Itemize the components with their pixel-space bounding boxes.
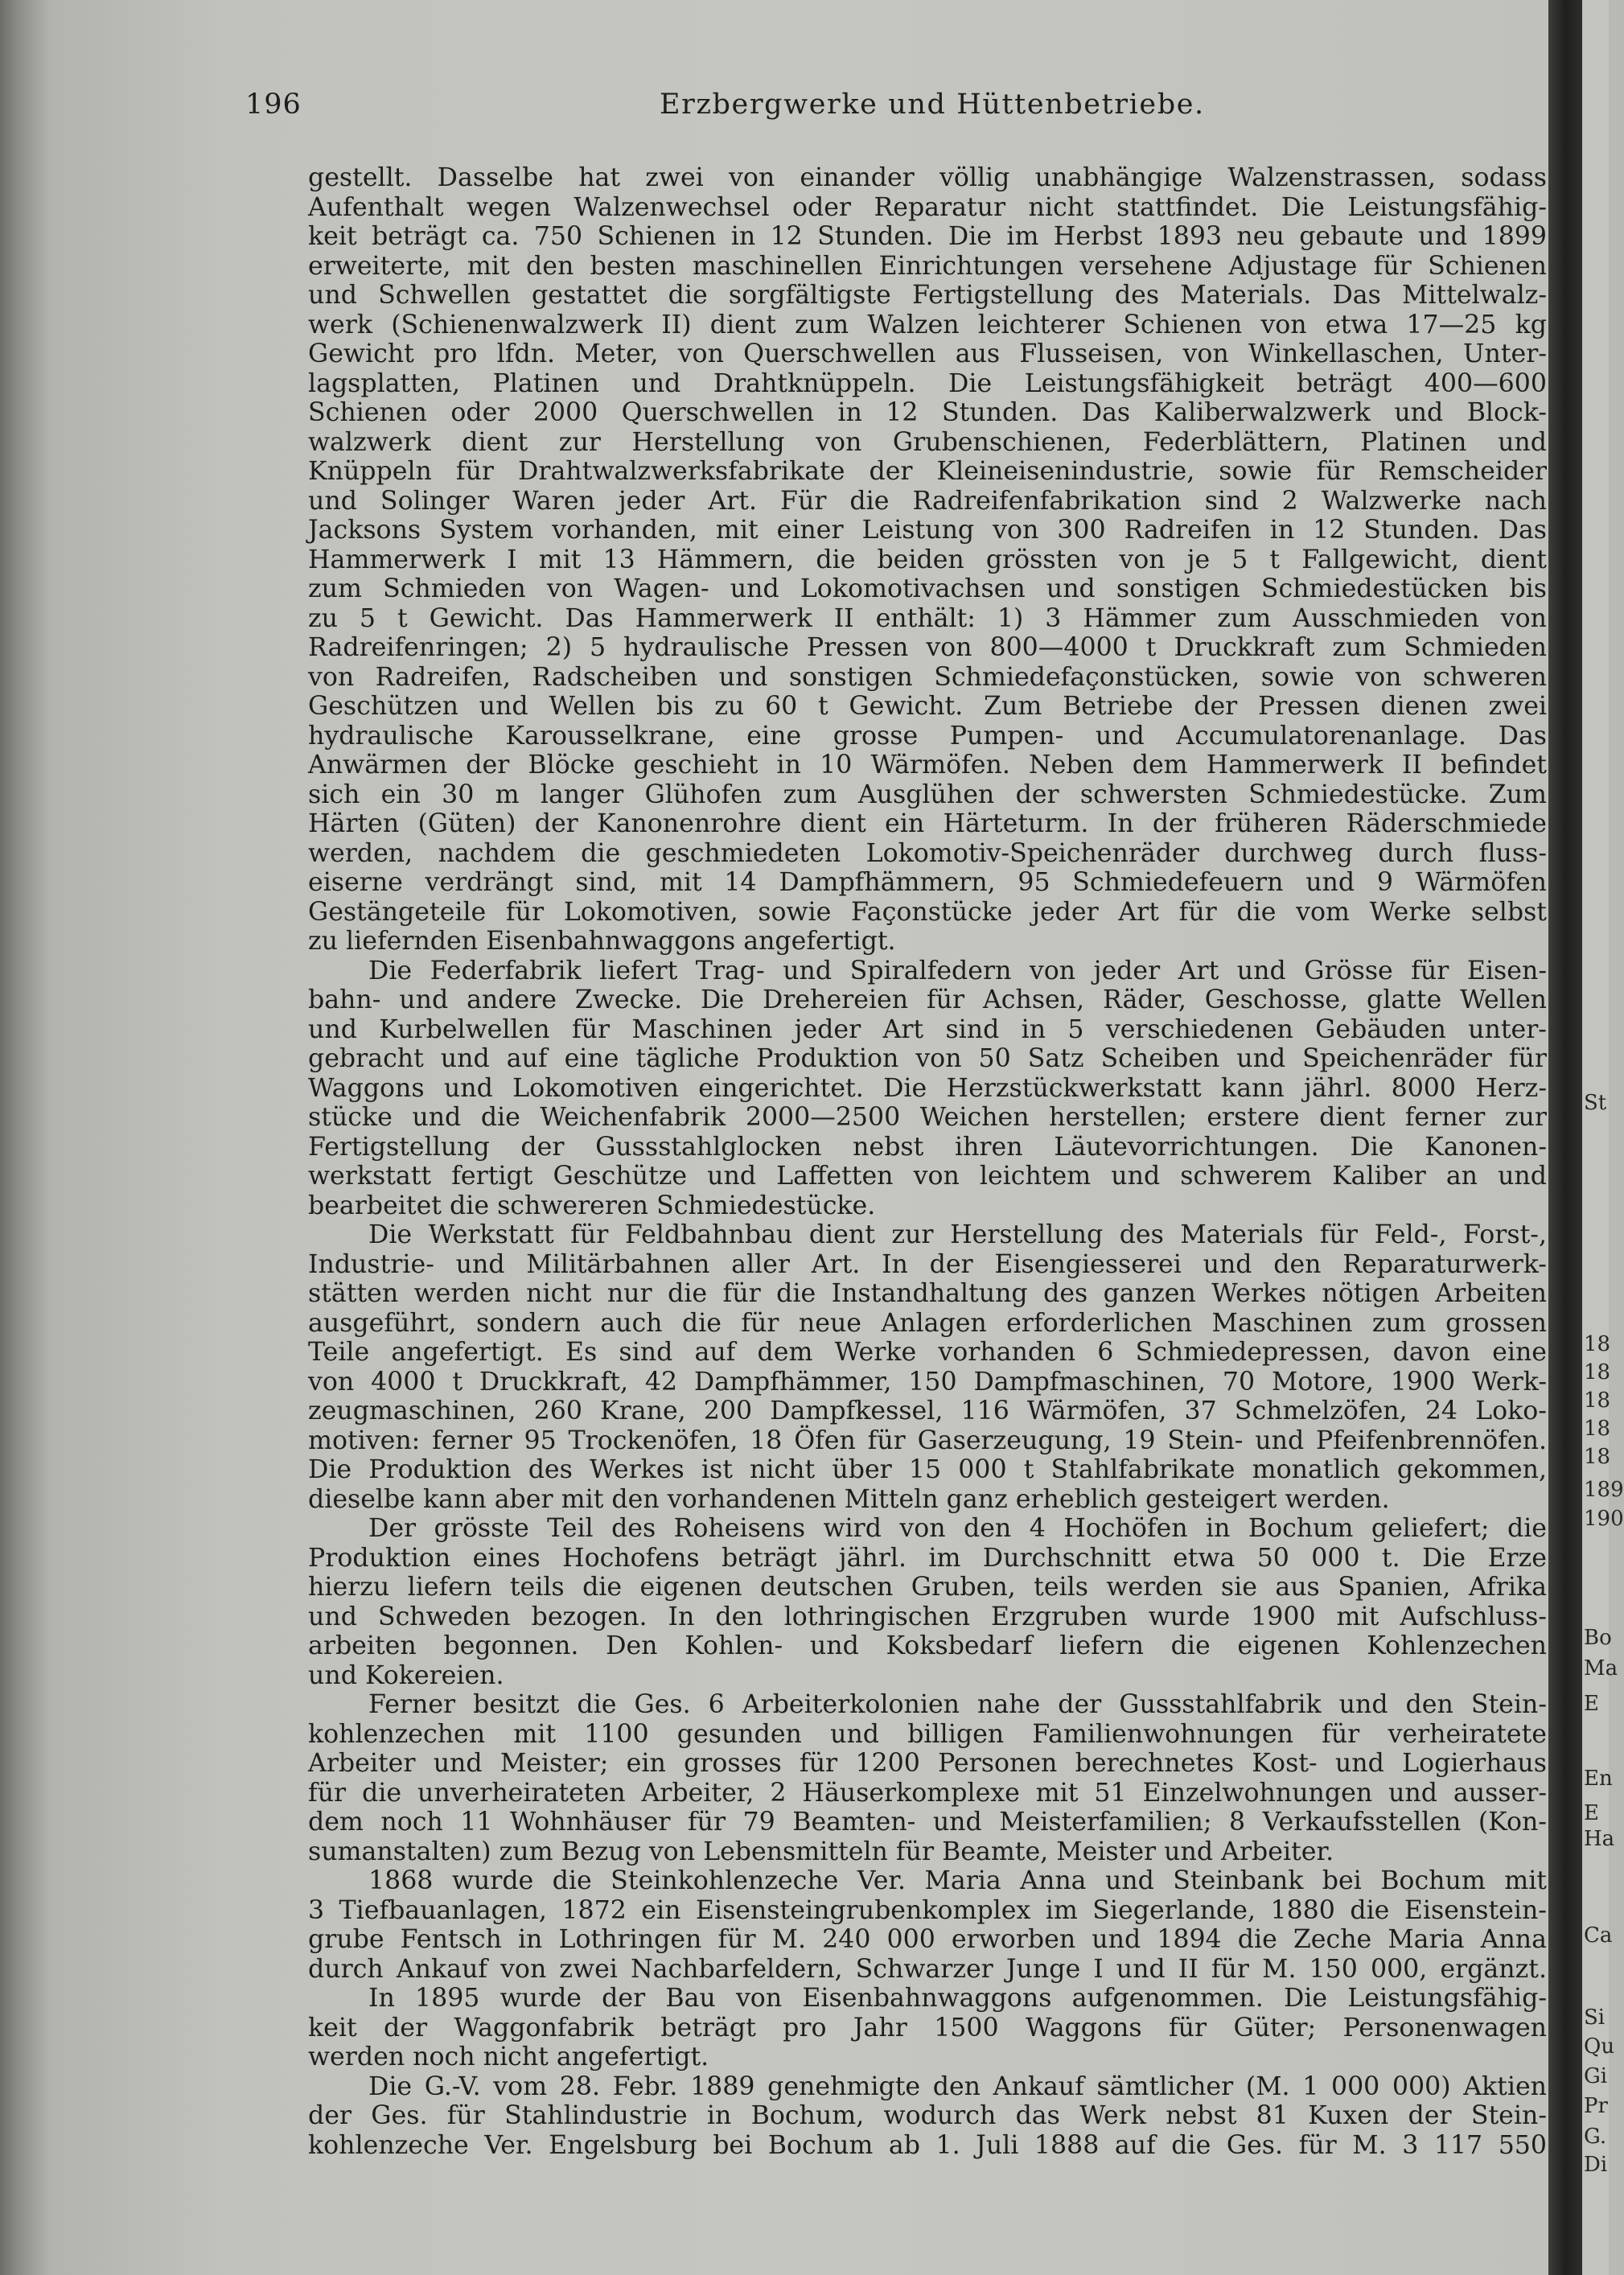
text-line: eiserne verdrängt sind, mit 14 Dampfhämmern, 95 Schmiedefeuern und 9 Wärmöfen — [308, 868, 1547, 897]
text-line: bearbeitet die schwereren Schmiedestücke. — [308, 1191, 876, 1220]
text-line: Die Produktion des Werkes ist nicht über 15 000 t Stahlfabrikate monatlich gekommen, — [308, 1455, 1547, 1484]
adjacent-page-fragment: Bo — [1584, 1626, 1612, 1650]
text-line: ausgeführt, sondern auch die für neue Anlagen erforderlichen Maschinen zum grossen — [308, 1308, 1547, 1338]
text-line: Gestängeteile für Lokomotiven, sowie Façonstücke jeder Art für die vom Werke selbst — [308, 897, 1547, 927]
text-line: von 4000 t Druckkraft, 42 Dampfhämmer, 150 Dampfmaschinen, 70 Motore, 1900 Werk- — [308, 1367, 1547, 1397]
scan-left-edge — [0, 0, 48, 2275]
text-line: für die unverheirateten Arbeiter, 2 Häuserkomplexe mit 51 Einzelwohnungen und ausser- — [308, 1778, 1547, 1808]
running-title: Erzbergwerke und Hüttenbetriebe. — [660, 88, 1205, 121]
adjacent-page-fragment: Gi — [1584, 2064, 1608, 2088]
adjacent-page-fragment: Ha — [1584, 1827, 1615, 1851]
adjacent-page-fragment: Di — [1584, 2153, 1608, 2177]
text-line: bahn- und andere Zwecke. Die Drehereien für Achsen, Räder, Geschosse, glatte Wellen — [308, 985, 1547, 1014]
text-line: werden, nachdem die geschmiedeten Lokomotiv-Speichenräder durchweg durch fluss- — [308, 838, 1547, 868]
text-line: zu 5 t Gewicht. Das Hammerwerk II enthält: 1) 3 Hämmer zum Ausschmieden von — [308, 603, 1547, 633]
text-line: Jacksons System vorhanden, mit einer Leistung von 300 Radreifen in 12 Stunden. Das — [308, 516, 1547, 545]
page-number: 196 — [245, 88, 302, 121]
adjacent-page-fragment: 18 — [1584, 1388, 1611, 1413]
adjacent-page-fragment: En — [1584, 1767, 1613, 1791]
text-line: arbeiten begonnen. Den Kohlen- und Koksbedarf liefern die eigenen Kohlenzechen — [308, 1631, 1547, 1660]
adjacent-page-fragment: 18 — [1584, 1417, 1611, 1441]
text-line: hierzu liefern teils die eigenen deutschen Gruben, teils werden sie aus Spanien, Afrika — [308, 1573, 1547, 1602]
text-line: In 1895 wurde der Bau von Eisenbahnwaggons aufgenommen. Die Leistungsfähig- — [368, 1984, 1547, 2013]
text-line: Radreifenringen; 2) 5 hydraulische Pressen von 800—4000 t Druckkraft zum Schmieden — [308, 633, 1547, 662]
text-line: dieselbe kann aber mit den vorhandenen Mitteln ganz erheblich gesteigert werden. — [308, 1484, 1390, 1514]
text-line: sumanstalten) zum Bezug von Lebensmitteln für Beamte, Meister und Arbeiter. — [308, 1837, 1334, 1866]
text-line: Die Werkstatt für Feldbahnbau dient zur Herstellung des Materials für Feld-, Forst-, — [368, 1220, 1547, 1249]
text-line: zeugmaschinen, 260 Krane, 200 Dampfkessel, 116 Wärmöfen, 37 Schmelzöfen, 24 Loko- — [308, 1397, 1547, 1425]
text-line: walzwerk dient zur Herstellung von Grubenschienen, Federblättern, Platinen und — [308, 427, 1547, 457]
text-line: zu liefernden Eisenbahnwaggons angefertigt. — [308, 927, 896, 956]
text-line: sich ein 30 m langer Glühofen zum Ausglühen der schwersten Schmiedestücke. Zum — [308, 780, 1547, 809]
text-line: 1868 wurde die Steinkohlenzeche Ver. Maria Anna und Steinbank bei Bochum mit — [368, 1866, 1547, 1895]
adjacent-page-fragment: G. — [1584, 2125, 1607, 2149]
text-line: Ferner besitzt die Ges. 6 Arbeiterkolonien nahe der Gussstahlfabrik und den Stein- — [368, 1690, 1547, 1719]
text-line: und Schwellen gestattet die sorgfältigste Fertigstellung des Materials. Das Mittelwalz- — [308, 281, 1547, 310]
text-line: gebracht und auf eine tägliche Produktion von 50 Satz Scheiben und Speichenräder für — [308, 1044, 1547, 1073]
adjacent-page-fragment: St — [1584, 1091, 1607, 1115]
text-line: und Kokereien. — [308, 1660, 504, 1690]
text-line: hydraulische Karousselkrane, eine grosse Pumpen- und Accumulatorenanlage. Das — [308, 721, 1547, 751]
adjacent-page-fragment: 190 — [1584, 1507, 1624, 1531]
adjacent-page-fragment: Ma — [1584, 1656, 1618, 1681]
adjacent-page-fragment: 18 — [1584, 1445, 1611, 1469]
text-line: und Kurbelwellen für Maschinen jeder Art sind in 5 verschiedenen Gebäuden unter- — [308, 1014, 1547, 1044]
text-line: und Solinger Waren jeder Art. Für die Radreifenfabrikation sind 2 Walzwerke nach — [308, 486, 1547, 516]
text-line: der Ges. für Stahlindustrie in Bochum, wodurch das Werk nebst 81 Kuxen der Stein- — [308, 2101, 1547, 2130]
text-line: Industrie- und Militärbahnen aller Art. In der Eisengiesserei und den Reparaturwerk- — [308, 1249, 1547, 1279]
adjacent-page-fragment: 18 — [1584, 1332, 1611, 1356]
text-line: zum Schmieden von Wagen- und Lokomotivachsen und sonstigen Schmiedestücken bis — [308, 574, 1547, 603]
text-line: gestellt. Dasselbe hat zwei von einander völlig unabhängige Walzenstrassen, sodass — [308, 163, 1547, 192]
text-line: Schienen oder 2000 Querschwellen in 12 Stunden. Das Kaliberwalzwerk und Block- — [308, 398, 1547, 427]
text-line: Die G.-V. vom 28. Febr. 1889 genehmigte den Ankauf sämtlicher (M. 1 000 000) Aktien — [368, 2071, 1547, 2101]
text-line: keit der Waggonfabrik beträgt pro Jahr 1500 Waggons für Güter; Personenwagen — [308, 2013, 1547, 2043]
text-line: grube Fentsch in Lothringen für M. 240 000 erworben und 1894 die Zeche Maria Anna — [308, 1925, 1547, 1954]
text-line: stätten werden nicht nur die für die Instandhaltung des ganzen Werkes nötigen Arbeiten — [308, 1279, 1547, 1308]
text-line: Anwärmen der Blöcke geschieht in 10 Wärmöfen. Neben dem Hammerwerk II befindet — [308, 751, 1547, 780]
text-line: Der grösste Teil des Roheisens wird von den 4 Hochöfen in Bochum geliefert; die — [368, 1514, 1547, 1543]
adjacent-page-fragment: Qu — [1584, 2034, 1615, 2059]
text-line: Produktion eines Hochofens beträgt jährl. im Durchschnitt etwa 50 000 t. Die Erze — [308, 1543, 1547, 1573]
page-header — [245, 80, 1436, 129]
text-line: keit beträgt ca. 750 Schienen in 12 Stunden. Die im Herbst 1893 neu gebaute und 1899 — [308, 222, 1547, 251]
body-text — [308, 163, 1547, 2160]
text-line: lagsplatten, Platinen und Drahtknüppeln. Die Leistungsfähigkeit beträgt 400—600 — [308, 368, 1547, 398]
text-line: Hammerwerk I mit 13 Hämmern, die beiden grössten von je 5 t Fallgewicht, dient — [308, 545, 1547, 574]
text-line: Teile angefertigt. Es sind auf dem Werke vorhanden 6 Schmiedepressen, davon eine — [308, 1338, 1547, 1367]
text-line: Härten (Güten) der Kanonenrohre dient ein Härteturm. In der früheren Räderschmiede — [308, 809, 1547, 838]
text-line: von Radreifen, Radscheiben und sonstigen Schmiedefaçonstücken, sowie von schweren — [308, 662, 1547, 692]
text-line: werk (Schienenwalzwerk II) dient zum Walzen leichterer Schienen von etwa 17—25 kg — [308, 310, 1547, 339]
adjacent-page-fragment: 18 — [1584, 1360, 1611, 1384]
adjacent-page-fragment: Pr — [1584, 2094, 1608, 2118]
adjacent-page-fragment: Si — [1584, 2006, 1605, 2030]
adjacent-page-fragment: E — [1584, 1801, 1599, 1825]
text-line: werkstatt fertigt Geschütze und Laffetten von leichtem und schwerem Kaliber an und — [308, 1162, 1547, 1191]
text-line: durch Ankauf von zwei Nachbarfeldern, Schwarzer Junge I und II für M. 150 000, ergänzt. — [308, 1954, 1547, 1984]
text-line: stücke und die Weichenfabrik 2000—2500 Weichen herstellen; erstere dient ferner zur — [308, 1103, 1547, 1132]
adjacent-page-fragment: 189 — [1584, 1478, 1624, 1502]
text-line: motiven: ferner 95 Trockenöfen, 18 Öfen für Gaserzeugung, 19 Stein- und Pfeifenbrennöfen. — [308, 1425, 1547, 1455]
text-line: Die Federfabrik liefert Trag- und Spiralfedern von jeder Art und Grösse für Eisen- — [368, 956, 1547, 985]
text-line: werden noch nicht angefertigt. — [308, 2043, 709, 2071]
adjacent-page-fragment: E — [1584, 1692, 1599, 1716]
adjacent-page-edge — [1582, 0, 1624, 2275]
text-line: kohlenzechen mit 1100 gesunden und billigen Familienwohnungen für verheiratete — [308, 1719, 1547, 1749]
book-gutter — [1548, 0, 1582, 2275]
text-line: 3 Tiefbauanlagen, 1872 ein Eisensteingrubenkomplex im Siegerlande, 1880 die Eisenstein- — [308, 1895, 1547, 1925]
text-line: Geschützen und Wellen bis zu 60 t Gewicht. Zum Betriebe der Pressen dienen zwei — [308, 692, 1547, 721]
text-line: Knüppeln für Drahtwalzwerksfabrikate der Kleineisenindustrie, sowie für Remscheider — [308, 457, 1547, 486]
text-line: erweiterte, mit den besten maschinellen Einrichtungen versehene Adjustage für Schienen — [308, 251, 1547, 281]
text-line: kohlenzeche Ver. Engelsburg bei Bochum ab 1. Juli 1888 auf die Ges. für M. 3 117 550 — [308, 2130, 1547, 2160]
text-line: dem noch 11 Wohnhäuser für 79 Beamten- und Meisterfamilien; 8 Verkaufsstellen (Kon- — [308, 1808, 1547, 1837]
text-line: Gewicht pro lfdn. Meter, von Querschwellen aus Flusseisen, von Winkellaschen, Unter- — [308, 339, 1547, 368]
adjacent-page-fragment: Ca — [1584, 1923, 1613, 1948]
text-line: Waggons und Lokomotiven eingerichtet. Die Herzstückwerkstatt kann jährl. 8000 Herz- — [308, 1073, 1547, 1103]
text-line: und Schweden bezogen. In den lothringischen Erzgruben wurde 1900 mit Aufschluss- — [308, 1602, 1547, 1631]
text-line: Aufenthalt wegen Walzenwechsel oder Reparatur nicht stattfindet. Die Leistungsfähig- — [308, 192, 1547, 222]
text-line: Fertigstellung der Gussstahlglocken nebst ihren Läutevorrichtungen. Die Kanonen- — [308, 1132, 1547, 1162]
text-line: Arbeiter und Meister; ein grosses für 1200 Personen berechnetes Kost- und Logierhaus — [308, 1749, 1547, 1778]
